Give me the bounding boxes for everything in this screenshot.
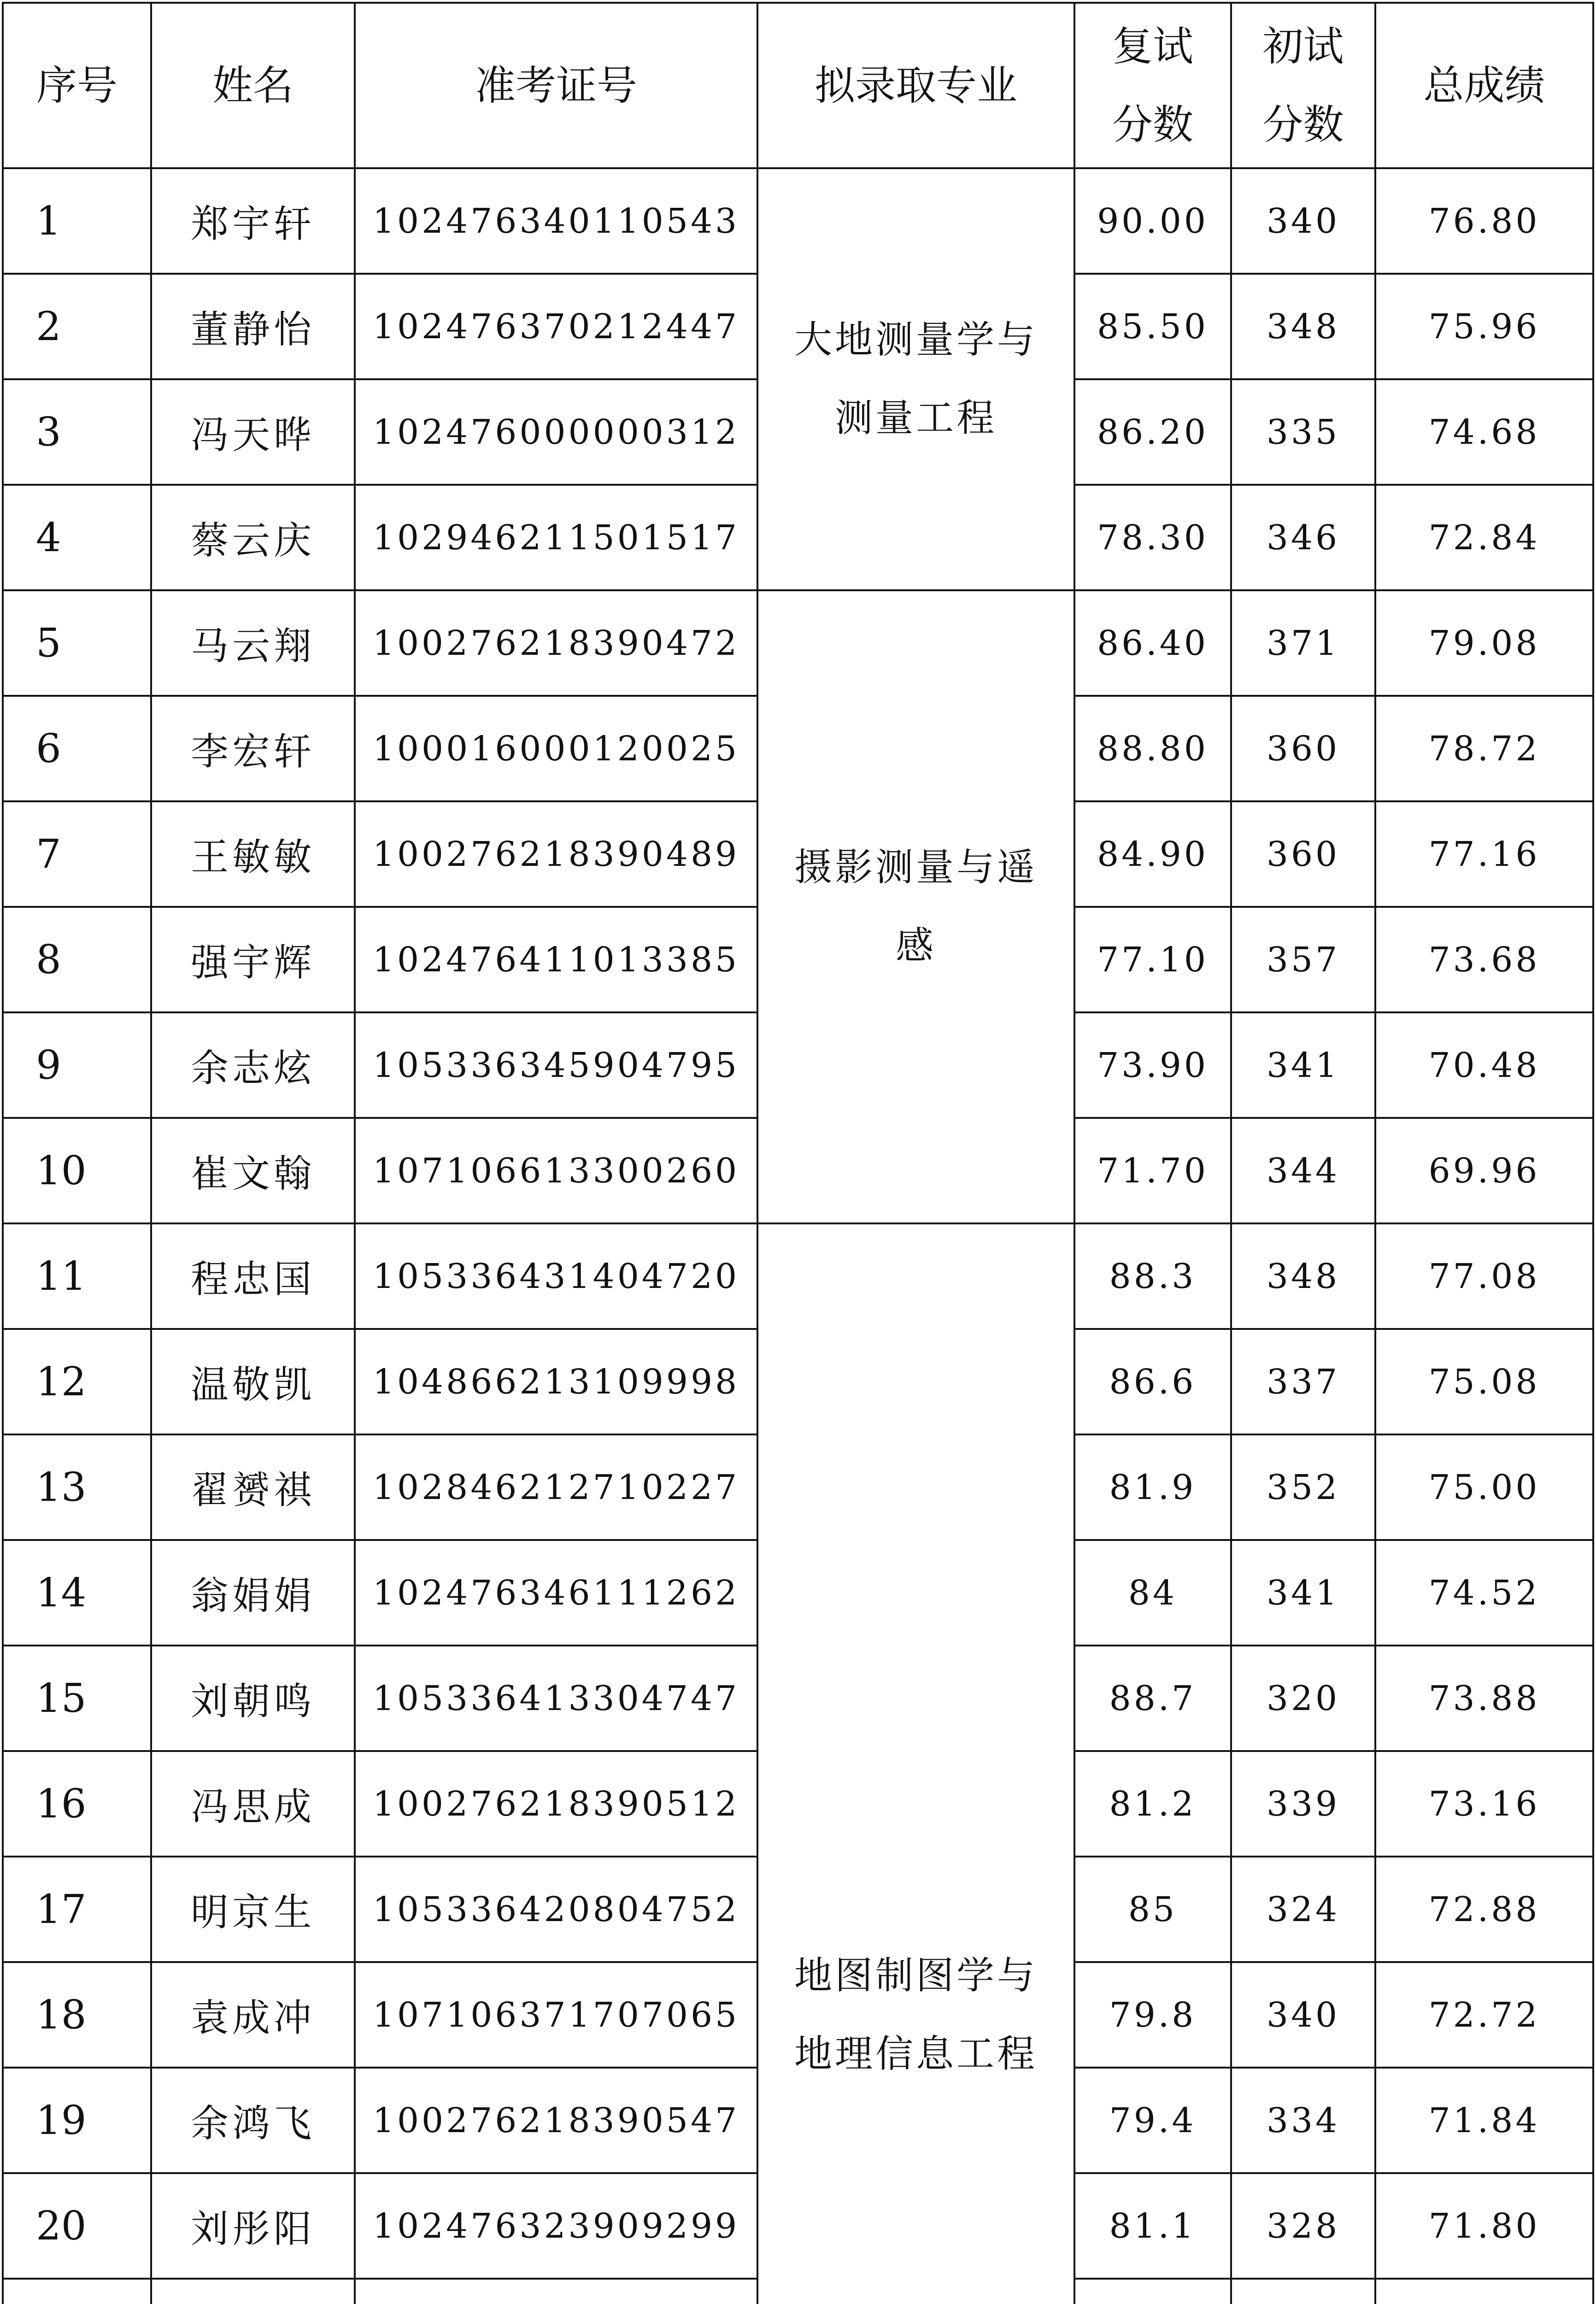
name-cell: 冯思成 [151, 1751, 355, 1857]
total-score-cell: 72.72 [1375, 1962, 1593, 2068]
prelim-score-cell: 340 [1231, 168, 1375, 274]
exam-no-cell: 102476370212447 [355, 274, 757, 379]
total-score-cell: 77.08 [1375, 1223, 1593, 1329]
name-cell: 冯天晔 [151, 379, 355, 485]
prelim-score-cell: 371 [1231, 590, 1375, 696]
exam-no-cell: 102476346111262 [355, 1540, 757, 1646]
prelim-score-cell: 340 [1231, 1962, 1375, 2068]
exam-no-cell: 105336431404720 [355, 1223, 757, 1329]
seq-cell: 8 [3, 907, 151, 1012]
seq-cell: 13 [3, 1434, 151, 1540]
prelim-score-cell: 341 [1231, 1012, 1375, 1118]
prelim-score-cell: 352 [1231, 1434, 1375, 1540]
seq-cell: 16 [3, 1751, 151, 1857]
retest-score-cell: 85 [1074, 1857, 1231, 1962]
retest-score-cell: 73.90 [1074, 1012, 1231, 1118]
prelim-score-cell: 324 [1231, 1857, 1375, 1962]
name-cell: 明京生 [151, 1857, 355, 1962]
total-score-cell: 75.00 [1375, 1434, 1593, 1540]
prelim-score-cell: 334 [1231, 2068, 1375, 2173]
prelim-score-cell: 348 [1231, 1223, 1375, 1329]
name-cell: 翟赟祺 [151, 1434, 355, 1540]
name-cell: 强宇辉 [151, 907, 355, 1012]
prelim-score-cell [1231, 2279, 1375, 2304]
exam-no-cell: 100276218390512 [355, 1751, 757, 1857]
header-exam-no: 准考证号 [355, 3, 757, 168]
name-cell: 袁成冲 [151, 1962, 355, 2068]
retest-score-cell: 81.1 [1074, 2173, 1231, 2279]
retest-score-cell: 84.90 [1074, 801, 1231, 907]
retest-score-cell: 79.4 [1074, 2068, 1231, 2173]
retest-score-cell: 88.7 [1074, 1646, 1231, 1751]
total-score-cell: 71.84 [1375, 2068, 1593, 2173]
exam-no-cell: 107106613300260 [355, 1118, 757, 1223]
seq-cell: 10 [3, 1118, 151, 1223]
header-prelim-score [1231, 3, 1375, 168]
retest-score-cell: 79.8 [1074, 1962, 1231, 2068]
prelim-score-cell: 348 [1231, 274, 1375, 379]
name-cell: 翁娟娟 [151, 1540, 355, 1646]
major-cell: 地图制图学与地理信息工程 [757, 1223, 1074, 2304]
exam-no-cell: 105336420804752 [355, 1857, 757, 1962]
total-score-cell: 73.68 [1375, 907, 1593, 1012]
total-score-cell: 76.80 [1375, 168, 1593, 274]
seq-cell [3, 2279, 151, 2304]
seq-cell: 4 [3, 485, 151, 590]
name-cell: 余鸿飞 [151, 2068, 355, 2173]
name-cell: 崔文翰 [151, 1118, 355, 1223]
prelim-score-cell: 341 [1231, 1540, 1375, 1646]
header-prelim-line1: 初试 [1262, 22, 1344, 70]
retest-score-cell: 78.30 [1074, 485, 1231, 590]
header-retest-line2: 分数 [1112, 100, 1193, 148]
total-score-cell: 71.80 [1375, 2173, 1593, 2279]
seq-cell: 11 [3, 1223, 151, 1329]
header-name: 姓名 [151, 3, 355, 168]
prelim-score-cell: 346 [1231, 485, 1375, 590]
retest-score-cell: 84 [1074, 1540, 1231, 1646]
exam-no-cell: 107106371707065 [355, 1962, 757, 2068]
total-score-cell: 73.16 [1375, 1751, 1593, 1857]
total-score-cell: 77.16 [1375, 801, 1593, 907]
exam-no-cell [355, 2279, 757, 2304]
seq-cell: 12 [3, 1329, 151, 1434]
table-row [3, 168, 1593, 274]
prelim-score-cell: 337 [1231, 1329, 1375, 1434]
retest-score-cell: 85.50 [1074, 274, 1231, 379]
header-row [3, 3, 1593, 168]
prelim-score-cell: 344 [1231, 1118, 1375, 1223]
exam-no-cell: 105336413304747 [355, 1646, 757, 1751]
major-cell: 大地测量学与测量工程 [757, 168, 1074, 590]
name-cell: 李宏轩 [151, 696, 355, 801]
exam-no-cell: 102946211501517 [355, 485, 757, 590]
header-retest-score [1074, 3, 1231, 168]
exam-no-cell: 102476000000312 [355, 379, 757, 485]
total-score-cell: 73.88 [1375, 1646, 1593, 1751]
name-cell: 蔡云庆 [151, 485, 355, 590]
exam-no-cell: 100276218390489 [355, 801, 757, 907]
total-score-cell [1375, 2279, 1593, 2304]
major-cell: 摄影测量与遥感 [757, 590, 1074, 1223]
name-cell: 郑宇轩 [151, 168, 355, 274]
exam-no-cell: 100016000120025 [355, 696, 757, 801]
total-score-cell: 74.68 [1375, 379, 1593, 485]
total-score-cell: 69.96 [1375, 1118, 1593, 1223]
header-major: 拟录取专业 [757, 3, 1074, 168]
seq-cell: 9 [3, 1012, 151, 1118]
table-row [3, 590, 1593, 696]
retest-score-cell: 71.70 [1074, 1118, 1231, 1223]
retest-score-cell: 81.9 [1074, 1434, 1231, 1540]
table-row [3, 1223, 1593, 1329]
retest-score-cell: 90.00 [1074, 168, 1231, 274]
exam-no-cell: 102476323909299 [355, 2173, 757, 2279]
seq-cell: 20 [3, 2173, 151, 2279]
prelim-score-cell: 360 [1231, 801, 1375, 907]
retest-score-cell: 86.40 [1074, 590, 1231, 696]
seq-cell: 18 [3, 1962, 151, 2068]
prelim-score-cell: 335 [1231, 379, 1375, 485]
prelim-score-cell: 320 [1231, 1646, 1375, 1751]
seq-cell: 15 [3, 1646, 151, 1751]
header-prelim-line2: 分数 [1262, 100, 1344, 148]
total-score-cell: 75.96 [1375, 274, 1593, 379]
exam-no-cell: 100276218390472 [355, 590, 757, 696]
header-retest-line1: 复试 [1112, 22, 1193, 70]
seq-cell: 17 [3, 1857, 151, 1962]
exam-no-cell: 102846212710227 [355, 1434, 757, 1540]
exam-no-cell: 102476411013385 [355, 907, 757, 1012]
header-seq: 序号 [3, 3, 151, 168]
retest-score-cell: 86.20 [1074, 379, 1231, 485]
exam-no-cell: 102476340110543 [355, 168, 757, 274]
name-cell: 刘彤阳 [151, 2173, 355, 2279]
name-cell: 刘朝鸣 [151, 1646, 355, 1751]
retest-score-cell: 88.3 [1074, 1223, 1231, 1329]
retest-score-cell [1074, 2279, 1231, 2304]
seq-cell: 1 [3, 168, 151, 274]
header-total: 总成绩 [1375, 3, 1593, 168]
total-score-cell: 70.48 [1375, 1012, 1593, 1118]
seq-cell: 6 [3, 696, 151, 801]
exam-no-cell: 100276218390547 [355, 2068, 757, 2173]
prelim-score-cell: 360 [1231, 696, 1375, 801]
prelim-score-cell: 339 [1231, 1751, 1375, 1857]
name-cell: 王敏敏 [151, 801, 355, 907]
retest-score-cell: 88.80 [1074, 696, 1231, 801]
name-cell [151, 2279, 355, 2304]
seq-cell: 2 [3, 274, 151, 379]
name-cell: 余志炫 [151, 1012, 355, 1118]
name-cell: 马云翔 [151, 590, 355, 696]
seq-cell: 14 [3, 1540, 151, 1646]
seq-cell: 3 [3, 379, 151, 485]
total-score-cell: 79.08 [1375, 590, 1593, 696]
retest-score-cell: 81.2 [1074, 1751, 1231, 1857]
prelim-score-cell: 328 [1231, 2173, 1375, 2279]
name-cell: 程忠国 [151, 1223, 355, 1329]
total-score-cell: 74.52 [1375, 1540, 1593, 1646]
retest-score-cell: 86.6 [1074, 1329, 1231, 1434]
exam-no-cell: 105336345904795 [355, 1012, 757, 1118]
seq-cell: 7 [3, 801, 151, 907]
total-score-cell: 72.88 [1375, 1857, 1593, 1962]
total-score-cell: 72.84 [1375, 485, 1593, 590]
seq-cell: 5 [3, 590, 151, 696]
retest-score-cell: 77.10 [1074, 907, 1231, 1012]
seq-cell: 19 [3, 2068, 151, 2173]
admission-table [2, 2, 1594, 2304]
total-score-cell: 75.08 [1375, 1329, 1593, 1434]
exam-no-cell: 104866213109998 [355, 1329, 757, 1434]
name-cell: 董静怡 [151, 274, 355, 379]
total-score-cell: 78.72 [1375, 696, 1593, 801]
prelim-score-cell: 357 [1231, 907, 1375, 1012]
name-cell: 温敬凯 [151, 1329, 355, 1434]
